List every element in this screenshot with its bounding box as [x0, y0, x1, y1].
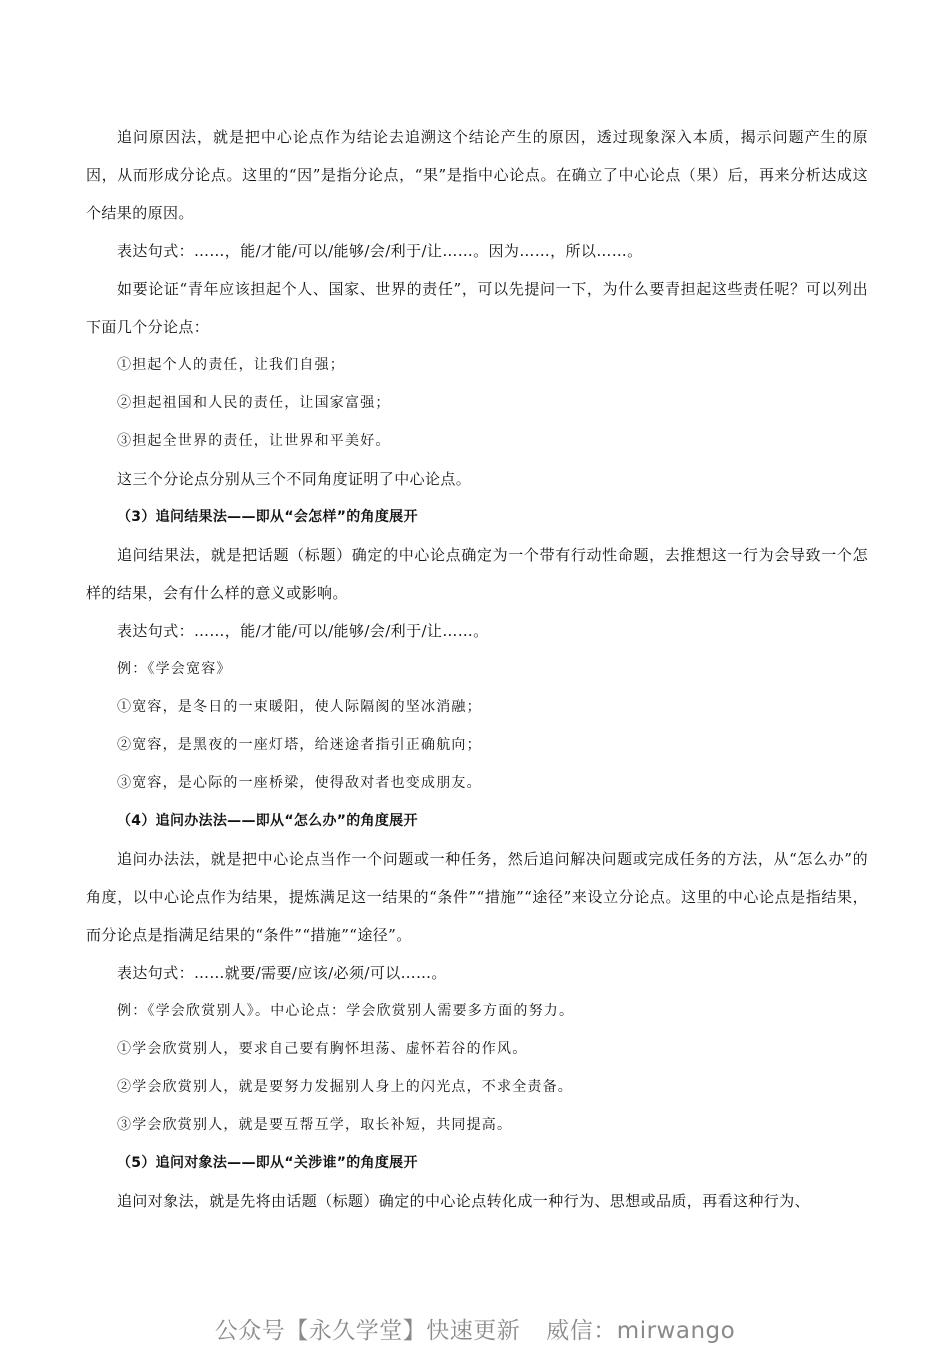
footer-left-text: 公众号【永久学堂】快速更新 [214, 1318, 521, 1344]
list-item: ③学会欣赏别人，就是要互帮互学，取长补短，共同提高。 [117, 1117, 513, 1133]
document-body [86, 118, 868, 1220]
paragraph: 追问对象法，就是先将由话题（标题）确定的中心论点转化成一种行为、思想或品质，再看这种行为、 [117, 1192, 811, 1210]
list-item: ①宽容，是冬日的一束暖阳，使人际隔阂的坚冰消融； [117, 699, 482, 715]
example-title: 例：《学会宽容》 [117, 661, 232, 677]
section-heading: （4）追问办法法——即从“怎么办”的角度展开 [117, 813, 418, 829]
list-item: ①学会欣赏别人，要求自己要有胸怀坦荡、虚怀若谷的作风。 [117, 1041, 528, 1057]
footer-watermark [0, 1312, 950, 1345]
list-item: ③担起全世界的责任，让世界和平美好。 [117, 433, 391, 449]
section-heading: （5）追问对象法——即从“关涉谁”的角度展开 [117, 1155, 418, 1171]
list-item: ③宽容，是心际的一座桥梁，使得敌对者也变成朋友。 [117, 775, 482, 791]
list-item: ②担起祖国和人民的责任，让国家富强； [117, 395, 391, 411]
list-item: ②宽容，是黑夜的一座灯塔，给迷途者指引正确航向； [117, 737, 482, 753]
paragraph: 追问结果法，就是把话题（标题）确定的中心论点确定为一个带有行动性命题，去推想这一行为会导致一个怎样的结果，会有什么样的意义或影响。 [86, 546, 868, 602]
paragraph: 这三个分论点分别从三个不同角度证明了中心论点。 [117, 470, 472, 488]
section-heading: （3）追问结果法——即从“会怎样”的角度展开 [117, 509, 418, 525]
list-item: ①担起个人的责任，让我们自强； [117, 357, 345, 373]
sentence-pattern: 表达句式：……，能/才能/可以/能够/会/利于/让……。 [117, 622, 489, 640]
paragraph: 如要论证“青年应该担起个人、国家、世界的责任”，可以先提问一下，为什么要青担起这些责任呢？可以列出下面几个分论点： [86, 280, 868, 336]
example-title: 例：《学会欣赏别人》。中心论点：学会欣赏别人需要多方面的努力。 [117, 1003, 575, 1019]
paragraph: 追问原因法，就是把中心论点作为结论去追溯这个结论产生的原因，透过现象深入本质，揭示问题产生的原因，从而形成分论点。这里的“因”是指分论点，“果”是指中心论点。在确立了中心论点（果）后，再来分析达成这个结果的原因。 [86, 128, 868, 222]
sentence-pattern: 表达句式：……，能/才能/可以/能够/会/利于/让……。因为……，所以……。 [117, 242, 643, 260]
footer-right-text: 威信：mirwango [546, 1318, 736, 1344]
sentence-pattern: 表达句式：……就要/需要/应该/必须/可以……。 [117, 964, 447, 982]
paragraph: 追问办法法，就是把中心论点当作一个问题或一种任务，然后追问解决问题或完成任务的方法，从“怎么办”的角度，以中心论点作为结果，提炼满足这一结果的“条件”“措施”“途径”来设立分论点。这里的中心论点是指结果，而分论点是指满足结果的“条件”“措施”“途径”。 [86, 850, 868, 944]
list-item: ②学会欣赏别人，就是要努力发掘别人身上的闪光点，不求全责备。 [117, 1079, 573, 1095]
